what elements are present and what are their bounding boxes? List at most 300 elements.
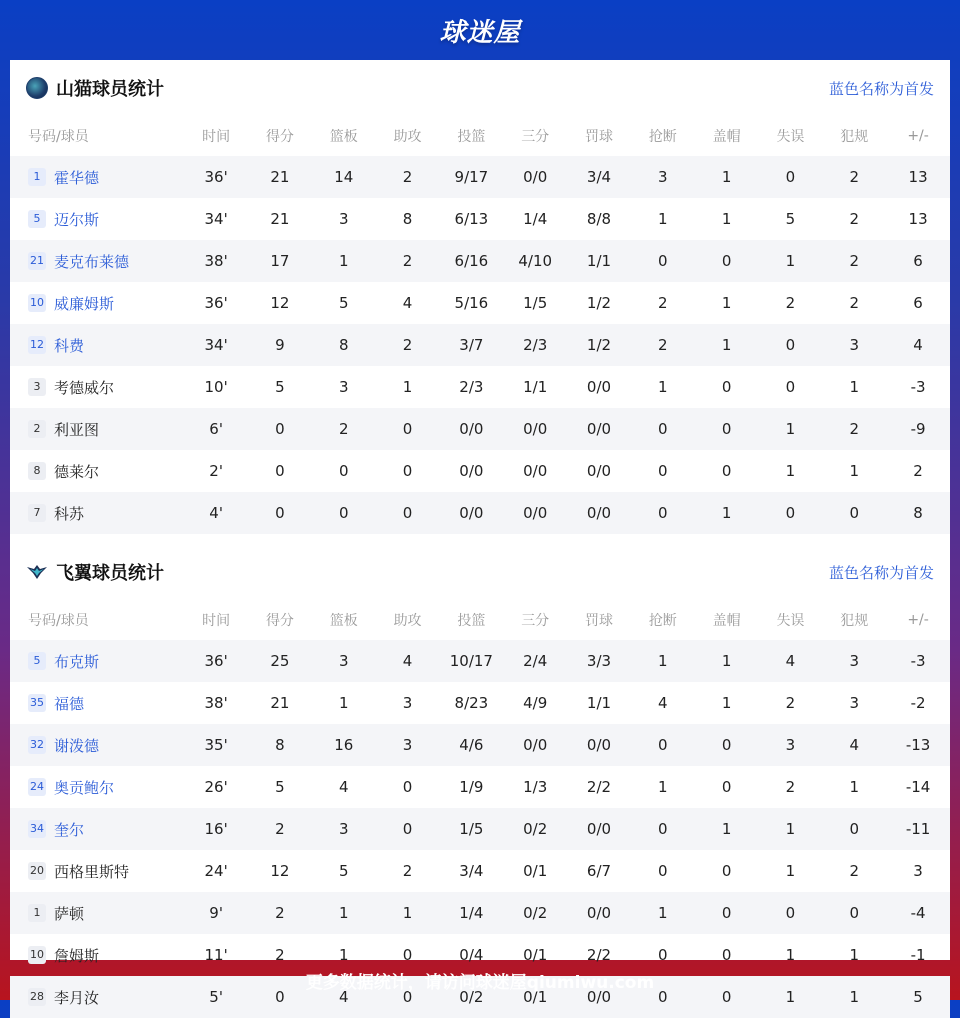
- stat-cell: 0: [376, 408, 440, 450]
- stat-cell: 1: [849, 378, 860, 396]
- stat-cell: 35': [184, 724, 248, 766]
- column-header: 投篮: [457, 129, 486, 145]
- stat-cell: 1: [695, 324, 759, 366]
- stat-cell: 2: [849, 862, 860, 880]
- footer-text: 更多数据统计，请访问球迷屋qiumiwu.com: [305, 972, 655, 993]
- column-header: +/-: [907, 612, 929, 628]
- stat-cell: 0/0: [523, 462, 548, 480]
- column-header: +/-: [907, 128, 929, 144]
- stat-cell: 8/23: [454, 694, 489, 712]
- stat-cell: 4/6: [439, 724, 503, 766]
- player-row: [10, 366, 950, 408]
- player-name: 科苏: [54, 504, 85, 523]
- column-header: 罚球: [585, 613, 613, 629]
- stat-cell: 8/8: [586, 210, 612, 228]
- column-header: 得分: [265, 613, 294, 629]
- stat-cell: 3: [913, 862, 923, 880]
- stat-cell: 0: [822, 892, 886, 934]
- stat-cell: 0: [312, 492, 376, 534]
- stat-cell: 1: [849, 462, 860, 480]
- stat-cell: 11': [204, 946, 228, 964]
- player-row: [10, 408, 950, 450]
- stat-cell: 0: [338, 462, 349, 480]
- jersey-number: 21: [28, 252, 46, 270]
- stat-cell: 0/1: [523, 862, 548, 880]
- player-name[interactable]: 布克斯: [54, 652, 100, 671]
- stat-cell: 2/4: [503, 640, 567, 682]
- stat-cell: 3/7: [439, 324, 503, 366]
- stat-cell: 1: [376, 892, 440, 934]
- stat-cell: 0/0: [567, 892, 631, 934]
- stat-cell: 0/0: [567, 808, 631, 850]
- column-header: 三分: [521, 129, 550, 145]
- stat-cell: 1: [785, 462, 796, 480]
- stat-cell: 3: [312, 640, 376, 682]
- player-cell: [10, 408, 184, 450]
- stat-cell: 0: [658, 462, 668, 480]
- stat-cell: 9': [184, 892, 248, 934]
- stat-cell: 0: [695, 408, 759, 450]
- column-header: 助攻: [393, 613, 422, 629]
- stat-cell: 0/0: [503, 156, 567, 198]
- stat-cell: 0: [721, 462, 732, 480]
- stat-cell: 3/4: [459, 862, 484, 880]
- stat-cell: 25: [248, 640, 312, 682]
- stat-cell: 0: [695, 240, 759, 282]
- player-row: [10, 156, 950, 198]
- stat-cell: 0: [759, 156, 823, 198]
- stat-cell: 4: [886, 324, 950, 366]
- jersey-number: 8: [28, 462, 46, 480]
- starter-legend: 蓝色名称为首发: [828, 79, 934, 98]
- player-cell: [10, 156, 184, 198]
- stat-cell: 6: [913, 294, 923, 312]
- stat-cell: 1: [695, 808, 759, 850]
- stat-cell: 1: [849, 778, 860, 796]
- stat-cell: 0/0: [567, 724, 631, 766]
- stat-cell: 2: [849, 294, 860, 312]
- player-name: 西格里斯特: [54, 862, 130, 881]
- player-cell: [10, 808, 184, 850]
- stat-cell: 0: [759, 492, 823, 534]
- stat-cell: 2/3: [459, 378, 484, 396]
- stat-cell: 0/2: [503, 892, 567, 934]
- stat-cell: 26': [204, 778, 228, 796]
- stat-cell: 34': [204, 210, 228, 228]
- jersey-number: 5: [28, 210, 46, 228]
- stat-cell: 0: [402, 462, 413, 480]
- stat-cell: 3: [376, 724, 440, 766]
- stat-cell: 4: [312, 976, 376, 1018]
- stat-cell: 0: [248, 408, 312, 450]
- stat-cell: 1: [695, 156, 759, 198]
- section-header: [10, 544, 950, 600]
- stat-cell: 5: [886, 976, 950, 1018]
- stat-cell: 0: [248, 492, 312, 534]
- stat-cell: 4: [658, 694, 668, 712]
- stat-cell: 36': [184, 156, 248, 198]
- stat-cell: 6': [184, 408, 248, 450]
- player-cell: [10, 450, 184, 492]
- stat-cell: 2: [658, 294, 668, 312]
- stat-cell: 12: [270, 294, 290, 312]
- stat-cell: 1: [759, 408, 823, 450]
- stat-cell: 1: [338, 946, 349, 964]
- stat-cell: 1/1: [567, 240, 631, 282]
- stat-cell: 0/2: [439, 976, 503, 1018]
- player-name[interactable]: 迈尔斯: [54, 210, 100, 229]
- stat-cell: 0: [658, 862, 668, 880]
- player-name[interactable]: 威廉姆斯: [54, 294, 115, 313]
- column-header: 盖帽: [712, 613, 741, 629]
- stat-cell: 0/0: [567, 492, 631, 534]
- stat-cell: 5/16: [454, 294, 489, 312]
- stat-cell: 1: [721, 294, 732, 312]
- section-header: [10, 60, 950, 116]
- team-section-1: [10, 544, 950, 1018]
- top-banner: [0, 0, 960, 60]
- column-header: 抢断: [648, 613, 677, 629]
- stat-cell: 34': [184, 324, 248, 366]
- stat-cell: -13: [886, 724, 950, 766]
- player-cell: [10, 366, 184, 408]
- stat-cell: 0: [695, 724, 759, 766]
- table-header-row: [10, 116, 950, 156]
- stat-cell: 1: [631, 640, 695, 682]
- stat-cell: 0: [376, 492, 440, 534]
- stat-cell: 2': [209, 462, 223, 480]
- stat-cell: 0: [248, 976, 312, 1018]
- stat-cell: 1/1: [586, 694, 612, 712]
- stat-cell: 1/2: [586, 294, 612, 312]
- stat-cell: 2: [376, 156, 440, 198]
- jersey-number: 10: [28, 294, 46, 312]
- jersey-number: 1: [28, 168, 46, 186]
- stat-cell: 0: [631, 408, 695, 450]
- stat-cell: 1: [721, 210, 732, 228]
- stat-cell: 4: [402, 294, 413, 312]
- player-cell: [10, 240, 184, 282]
- stat-cell: 0: [721, 862, 732, 880]
- jersey-number: 20: [28, 862, 46, 880]
- stat-cell: 5: [275, 378, 285, 396]
- column-header: 罚球: [585, 129, 613, 145]
- stat-cell: 4: [822, 724, 886, 766]
- player-stats-table: [10, 116, 950, 534]
- player-row: [10, 450, 950, 492]
- stat-cell: 2: [248, 808, 312, 850]
- player-name[interactable]: 福德: [54, 694, 85, 713]
- wings-logo-icon: [26, 561, 48, 583]
- column-header: 犯规: [840, 613, 869, 629]
- brand-logo: 球迷屋: [439, 17, 521, 48]
- column-header: 得分: [265, 129, 294, 145]
- player-name[interactable]: 奎尔: [54, 820, 85, 839]
- stat-cell: 0: [275, 462, 285, 480]
- stat-cell: -14: [905, 778, 931, 796]
- stat-cell: 38': [184, 240, 248, 282]
- player-name[interactable]: 奥贡鲍尔: [54, 778, 115, 797]
- stat-cell: 2: [913, 462, 923, 480]
- stat-cell: 2/2: [586, 946, 612, 964]
- player-row: [10, 640, 950, 682]
- jersey-number: 28: [28, 988, 46, 1006]
- stat-cell: 0/0: [586, 462, 612, 480]
- stat-cell: 3: [312, 808, 376, 850]
- player-name[interactable]: 科费: [54, 336, 85, 355]
- footer-banner: [0, 960, 960, 1000]
- player-cell: [10, 682, 184, 724]
- stat-cell: 0: [631, 492, 695, 534]
- player-row: [10, 808, 950, 850]
- player-name[interactable]: 霍华德: [54, 168, 100, 187]
- stat-cell: 4': [184, 492, 248, 534]
- stat-cell: 1: [658, 210, 668, 228]
- jersey-number: 5: [28, 652, 46, 670]
- jersey-number: 24: [28, 778, 46, 796]
- stat-cell: 4: [338, 778, 349, 796]
- stat-cell: 0: [658, 946, 668, 964]
- player-name: 萨顿: [54, 904, 85, 923]
- stat-cell: 3: [338, 378, 349, 396]
- stat-cell: 6: [886, 240, 950, 282]
- stat-cell: 3: [338, 210, 349, 228]
- stat-cell: 0/0: [459, 462, 484, 480]
- stat-cell: 6/16: [439, 240, 503, 282]
- starter-legend: 蓝色名称为首发: [828, 563, 934, 582]
- stat-cell: 1: [658, 378, 668, 396]
- stat-cell: 2: [785, 694, 796, 712]
- stat-cell: 1: [338, 694, 349, 712]
- stat-cell: 0/0: [567, 976, 631, 1018]
- jersey-number: 32: [28, 736, 46, 754]
- column-header: 失误: [776, 129, 805, 145]
- stat-cell: 1/4: [439, 892, 503, 934]
- column-header: 时间: [202, 613, 231, 629]
- stat-cell: 5: [338, 862, 349, 880]
- player-cell: [10, 324, 184, 366]
- jersey-number: 2: [28, 420, 46, 438]
- player-name[interactable]: 谢泼德: [54, 736, 100, 755]
- stat-cell: 0: [785, 378, 796, 396]
- stat-cell: 2: [631, 324, 695, 366]
- stat-cell: 6/7: [586, 862, 612, 880]
- stat-cell: 1/5: [523, 294, 548, 312]
- stat-cell: 0: [695, 892, 759, 934]
- stat-cell: 3: [822, 324, 886, 366]
- stat-cell: -3: [910, 378, 926, 396]
- stat-cell: 1: [695, 640, 759, 682]
- player-row: [10, 724, 950, 766]
- stat-cell: 36': [184, 640, 248, 682]
- stat-cell: 24': [204, 862, 228, 880]
- stat-cell: 9/17: [439, 156, 503, 198]
- stat-cell: 4/10: [503, 240, 567, 282]
- stat-cell: 0/0: [503, 724, 567, 766]
- column-header-player: 号码/球员: [28, 613, 89, 629]
- stat-cell: 1/5: [439, 808, 503, 850]
- stat-cell: 2: [822, 156, 886, 198]
- stat-cell: 2: [376, 240, 440, 282]
- stat-cell: 13: [908, 210, 928, 228]
- stat-cell: 1/2: [567, 324, 631, 366]
- player-row: [10, 850, 950, 892]
- hornets-logo-icon: [26, 77, 48, 99]
- player-cell: [10, 850, 184, 892]
- stat-cell: -1: [910, 946, 926, 964]
- stat-cell: 0/1: [503, 976, 567, 1018]
- stat-cell: 0: [822, 492, 886, 534]
- column-header: 助攻: [393, 129, 422, 145]
- player-row: [10, 240, 950, 282]
- stat-cell: 38': [204, 694, 228, 712]
- stat-cell: -2: [910, 694, 926, 712]
- stat-cell: 2: [248, 892, 312, 934]
- stat-cell: 1: [721, 694, 732, 712]
- stat-cell: 12: [270, 862, 290, 880]
- stat-cell: 1: [759, 976, 823, 1018]
- column-header: 时间: [202, 129, 231, 145]
- jersey-number: 3: [28, 378, 46, 396]
- stat-cell: 5: [275, 778, 285, 796]
- player-cell: [10, 892, 184, 934]
- stat-cell: 1: [695, 492, 759, 534]
- player-cell: [10, 492, 184, 534]
- stat-cell: 1/4: [523, 210, 548, 228]
- column-header-player: 号码/球员: [28, 129, 89, 145]
- stat-cell: 4: [759, 640, 823, 682]
- jersey-number: 12: [28, 336, 46, 354]
- stat-cell: 9: [248, 324, 312, 366]
- stat-cell: 0: [631, 976, 695, 1018]
- player-cell: [10, 282, 184, 324]
- stat-cell: 0: [695, 976, 759, 1018]
- stat-cell: 0: [376, 976, 440, 1018]
- stat-cell: 1/1: [523, 378, 548, 396]
- column-header: 盖帽: [712, 129, 741, 145]
- stat-cell: 6/13: [454, 210, 489, 228]
- stat-cell: 0/0: [586, 378, 612, 396]
- player-row: [10, 892, 950, 934]
- player-row: [10, 324, 950, 366]
- jersey-number: 7: [28, 504, 46, 522]
- stat-cell: 0/1: [523, 946, 548, 964]
- stat-cell: 2: [785, 778, 796, 796]
- stat-cell: 0/0: [439, 492, 503, 534]
- stat-cell: 0: [631, 724, 695, 766]
- player-cell: [10, 198, 184, 240]
- player-name[interactable]: 麦克布莱德: [54, 252, 130, 271]
- stat-cell: 0/0: [503, 408, 567, 450]
- player-cell: [10, 766, 184, 808]
- stat-cell: 3/4: [567, 156, 631, 198]
- stat-cell: 1: [759, 808, 823, 850]
- jersey-number: 1: [28, 904, 46, 922]
- stat-cell: 10/17: [439, 640, 503, 682]
- stat-cell: 0/0: [503, 492, 567, 534]
- stat-cell: 3/3: [567, 640, 631, 682]
- stat-cell: 21: [270, 210, 290, 228]
- stat-cell: 1: [402, 378, 413, 396]
- stat-cell: 4: [376, 640, 440, 682]
- stat-cell: 1: [312, 892, 376, 934]
- stat-cell: 8: [402, 210, 413, 228]
- player-name: 李月汝: [54, 988, 100, 1007]
- player-row: [10, 766, 950, 808]
- player-row: [10, 282, 950, 324]
- stat-cell: -4: [886, 892, 950, 934]
- stat-cell: 1/3: [523, 778, 548, 796]
- player-stats-table: [10, 600, 950, 1018]
- column-header: 篮板: [329, 613, 358, 629]
- player-row: [10, 492, 950, 534]
- stat-cell: 1: [849, 946, 860, 964]
- column-header: 抢断: [648, 129, 677, 145]
- stat-cell: 14: [312, 156, 376, 198]
- stat-cell: 0/4: [459, 946, 484, 964]
- column-header: 三分: [521, 613, 550, 629]
- stat-cell: 1: [631, 892, 695, 934]
- team-section-0: [10, 60, 950, 534]
- stat-cell: 0/2: [503, 808, 567, 850]
- stat-cell: 1: [785, 862, 796, 880]
- stat-cell: 1: [785, 946, 796, 964]
- stat-cell: 2: [822, 240, 886, 282]
- player-row: [10, 198, 950, 240]
- stat-cell: 3: [849, 694, 860, 712]
- jersey-number: 34: [28, 820, 46, 838]
- stat-cell: 2: [402, 862, 413, 880]
- stat-cell: 2: [822, 408, 886, 450]
- stat-cell: 3: [759, 724, 823, 766]
- stat-cell: 5: [785, 210, 796, 228]
- stat-cell: -3: [886, 640, 950, 682]
- column-header: 失误: [776, 613, 805, 629]
- stat-cell: 2: [376, 324, 440, 366]
- stat-cell: 0/0: [567, 408, 631, 450]
- player-cell: [10, 640, 184, 682]
- stat-cell: 5': [184, 976, 248, 1018]
- stat-cell: 1: [658, 778, 668, 796]
- stat-cell: 1: [822, 976, 886, 1018]
- jersey-number: 10: [28, 946, 46, 964]
- player-name: 德莱尔: [54, 462, 100, 481]
- stat-cell: 1: [759, 240, 823, 282]
- stat-cell: 8: [248, 724, 312, 766]
- stat-cell: -9: [886, 408, 950, 450]
- stat-cell: 21: [270, 694, 290, 712]
- stat-cell: 2: [785, 294, 796, 312]
- stat-cell: 1/9: [459, 778, 484, 796]
- stat-cell: 0: [721, 778, 732, 796]
- stat-cell: 0: [402, 778, 413, 796]
- stat-cell: 2: [275, 946, 285, 964]
- stat-cell: 0: [822, 808, 886, 850]
- stat-cell: 0: [759, 892, 823, 934]
- stat-cell: 3: [822, 640, 886, 682]
- stat-cell: 2: [312, 408, 376, 450]
- player-cell: [10, 724, 184, 766]
- stat-cell: 8: [886, 492, 950, 534]
- stat-cell: 0: [631, 240, 695, 282]
- jersey-number: 35: [28, 694, 46, 712]
- stat-cell: 3: [402, 694, 413, 712]
- stat-cell: 0/0: [439, 408, 503, 450]
- column-header: 投篮: [457, 613, 486, 629]
- stat-cell: 4/9: [523, 694, 548, 712]
- stat-cell: -11: [886, 808, 950, 850]
- player-row: [10, 682, 950, 724]
